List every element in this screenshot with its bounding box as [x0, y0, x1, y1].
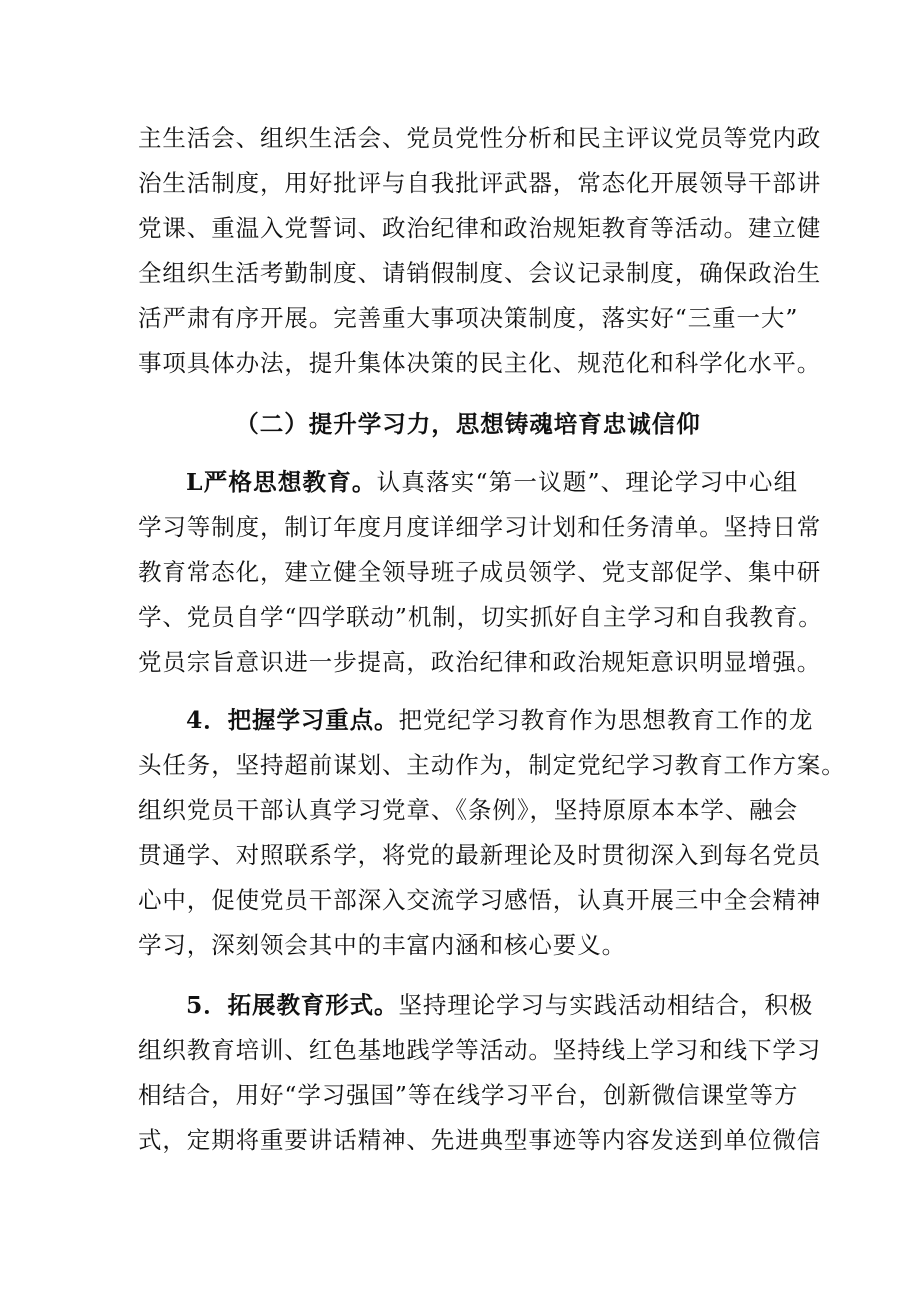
paragraph-line: 活严肃有序开展。完善重大事项决策制度，落实好“三重一大” [138, 304, 799, 332]
paragraph-line: 主生活会、组织生活会、党员党性分析和民主评议党员等党内政 [138, 124, 822, 152]
paragraph-line: 学习等制度，制订年度月度详细学习计划和任务清单。坚持日常 [138, 513, 822, 541]
paragraph-line: 党课、重温入党誓词、政治纪律和政治规矩教育等活动。建立健 [138, 214, 822, 242]
paragraph-line: 组织党员干部认真学习党章、《条例》，坚持原原本本学、融会 [138, 796, 798, 824]
item-title: 4．把握学习重点。 [186, 706, 399, 734]
paragraph-line: 式，定期将重要讲话精神、先进典型事迹等内容发送到单位微信 [138, 1126, 822, 1154]
paragraph-line: 教育常态化，建立健全领导班子成员领学、党支部促学、集中研 [138, 558, 822, 586]
item-first-line [186, 700, 814, 740]
paragraph-line: 心中，促使党员干部深入交流学习感悟，认真开展三中全会精神 [138, 886, 822, 914]
item-title: L严格思想教育。 [186, 468, 377, 496]
paragraph-line: 头任务，坚持超前谋划、主动作为，制定党纪学习教育工作方案。 [138, 751, 846, 779]
paragraph-line: 组织教育培训、红色基地践学等活动。坚持线上学习和线下学习 [138, 1036, 822, 1064]
paragraph-line: 治生活制度，用好批评与自我批评武器，常态化开展领导干部讲 [138, 169, 822, 197]
paragraph-line: 学习，深刻领会其中的丰富内涵和核心要义。 [138, 931, 626, 959]
paragraph-line: 学、党员自学“四学联动”机制，切实抓好自主学习和自我教育。 [138, 603, 823, 631]
paragraph-line: 贯通学、对照联系学，将党的最新理论及时贯彻深入到每名党员 [138, 841, 822, 869]
paragraph-line: 党员宗旨意识进一步提高，政治纪律和政治规矩意识明显增强。 [138, 648, 822, 676]
item-text: 认真落实“第一议题”、理论学习中心组 [376, 468, 798, 496]
item-text: 坚持理论学习与实践活动相结合，积极 [398, 991, 814, 1019]
item-title: 5．拓展教育形式。 [186, 991, 399, 1019]
item-text: 把党纪学习教育作为思想教育工作的龙 [398, 706, 814, 734]
paragraph-line: 事项具体办法，提升集体决策的民主化、规范化和科学化水平。 [138, 349, 822, 377]
paragraph-line: 相结合，用好“学习强国”等在线学习平台，创新微信课堂等方 [138, 1081, 799, 1109]
paragraph-line: 全组织生活考勤制度、请销假制度、会议记录制度，确保政治生 [138, 259, 822, 287]
item-first-line [186, 462, 798, 502]
item-first-line [186, 985, 814, 1025]
section-heading: （二）提升学习力，思想铸魂培育忠诚信仰 [235, 410, 701, 438]
